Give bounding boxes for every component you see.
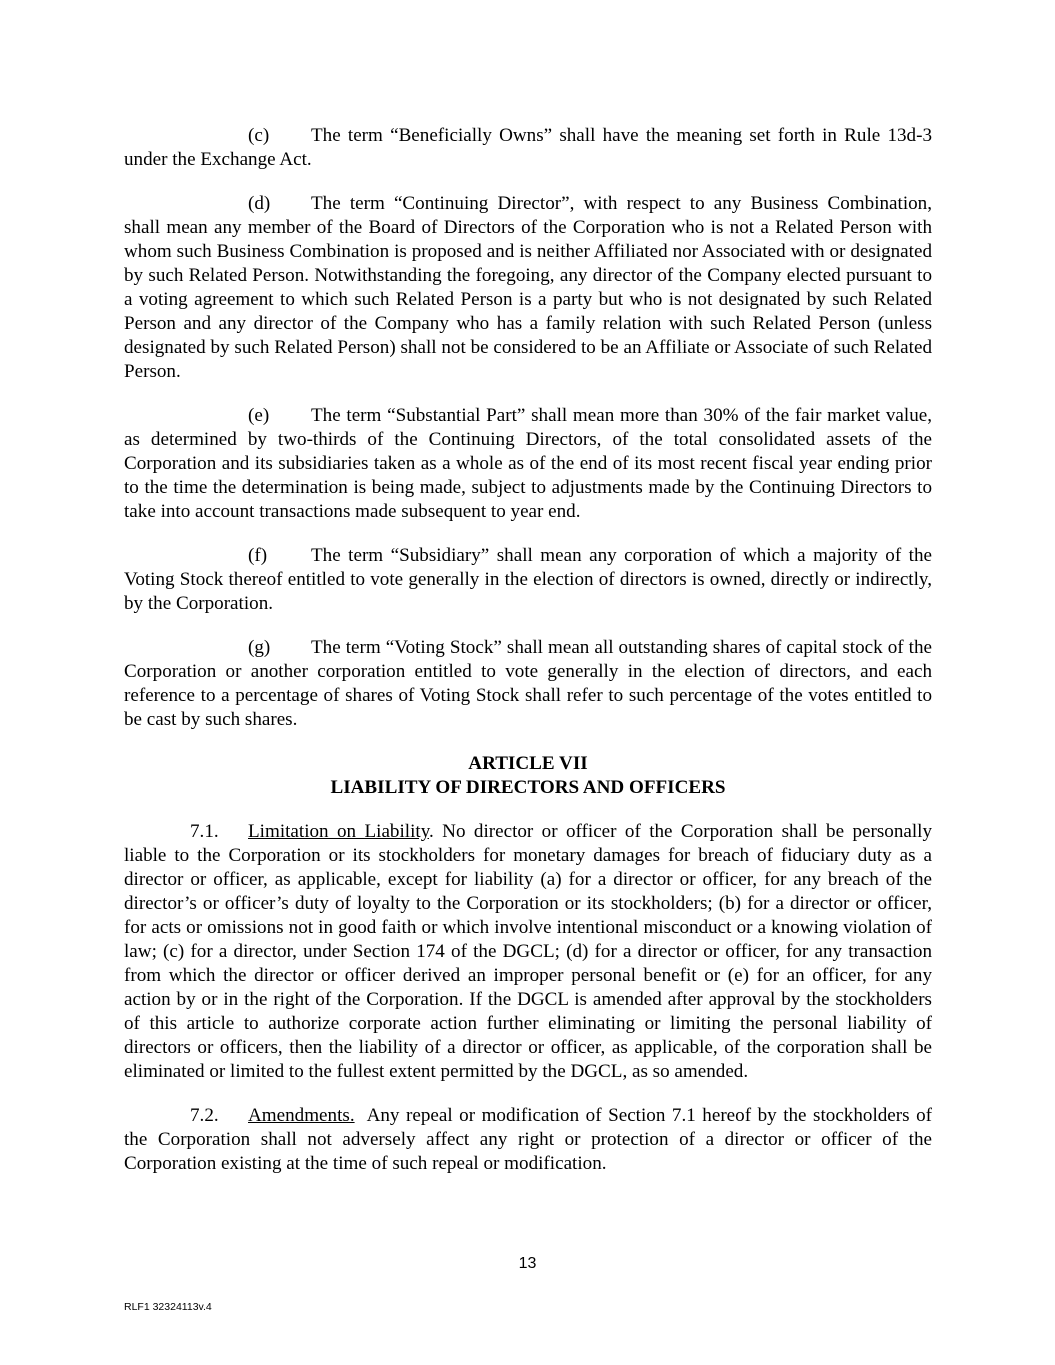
section-text: . No director or officer of the Corporation shall be personally liable to the Corporation or its stockholders for monetary damages for breach of fiduciary duty as a director or officer, as applicable, except for liability (a) for a director or officer, for any breach of the director’s or officer’s duty of loyalty to the Corporation or its stockholders; (b) for a director or officer, for acts or omissions not in good faith or which involve intentional misconduct or a knowing violation of law; (c) for a director, under Section 174 of the DGCL; (d) for a director or officer, for any transaction from which the director or officer derived an improper personal benefit or (e) for an officer, for any action by or in the right of the Corporation. If the DGCL is amended after approval by the stockholders of this article to authorize corporate action further eliminating or limiting the personal liability of directors or officers, then the liability of a director or officer, as applicable, of the corporation shall be eliminated or limited to the fullest extent permitted by the DGCL, as so amended.	[124, 821, 932, 1082]
paragraph-label: (f)	[248, 545, 268, 566]
paragraph-text: The term “Voting Stock” shall mean all outstanding shares of capital stock of the Corporation or another corporation entitled to vote generally in the election of directors, and each reference to a percentage of shares of Voting Stock shall refer to such percentage of the votes entitled to be cast by such shares.	[124, 637, 932, 730]
paragraph-label: (e)	[248, 405, 270, 426]
paragraph-text: The term “Beneficially Owns” shall have the meaning set forth in Rule 13d-3 under the Exchange Act.	[124, 125, 932, 170]
paragraph-text: The term “Substantial Part” shall mean more than 30% of the fair market value, as determined by two-thirds of the Continuing Directors, of the total consolidated assets of the Corporation and its subsidiaries taken as a whole as of the end of its most recent fiscal year ending prior to the time the determination is being made, subject to adjustments made by the Continuing Directors to take into account transactions made subsequent to year end.	[124, 405, 932, 522]
paragraph-text: The term “Continuing Director”, with respect to any Business Combination, shall mean any member of the Board of Directors of the Corporation who is not a Related Person with whom such Business Combination is proposed and is neither Affiliated nor Associated with or designated by such Related Person. Notwithstanding the foregoing, any director of the Company elected pursuant to a voting agreement to which such Related Person is a party but who is not designated by such Related Person and any director of the Company who has a family relation with such Related Person (unless designated by such Related Person) shall not be considered to be an Affiliate or Associate of such Related Person.	[124, 193, 932, 382]
section-7-2	[124, 1104, 937, 1176]
paragraph-text: The term “Subsidiary” shall mean any corporation of which a majority of the Voting Stock thereof entitled to vote generally in the election of directors is owned, directly or indirectly, by the Corporation.	[124, 545, 932, 614]
section-7-1	[124, 820, 932, 1084]
paragraph-label: (g)	[248, 637, 271, 658]
section-text: Any repeal or modification of Section 7.1 hereof by the stockholders of the Corporation shall not adversely affect any right or protection of a director or officer of the Corporation existing at the time of such repeal or modification.	[124, 1105, 937, 1174]
section-number: 7.1.	[190, 821, 219, 842]
paragraph-c	[124, 124, 932, 172]
document-page	[124, 124, 937, 1196]
document-id: RLF1 32324113v.4	[124, 1301, 212, 1313]
paragraph-f	[124, 544, 932, 616]
paragraph-d	[124, 192, 932, 384]
section-heading: Limitation on Liability	[248, 821, 430, 842]
article-title: LIABILITY OF DIRECTORS AND OFFICERS	[330, 777, 726, 798]
paragraph-g	[124, 636, 932, 732]
paragraph-e	[124, 404, 932, 524]
section-number: 7.2.	[190, 1105, 219, 1126]
section-heading: Amendments.	[248, 1105, 355, 1126]
article-heading	[124, 752, 932, 800]
paragraph-label: (c)	[248, 125, 270, 146]
paragraph-label: (d)	[248, 193, 271, 214]
page-number: 13	[518, 1255, 537, 1272]
article-number: ARTICLE VII	[468, 753, 588, 774]
